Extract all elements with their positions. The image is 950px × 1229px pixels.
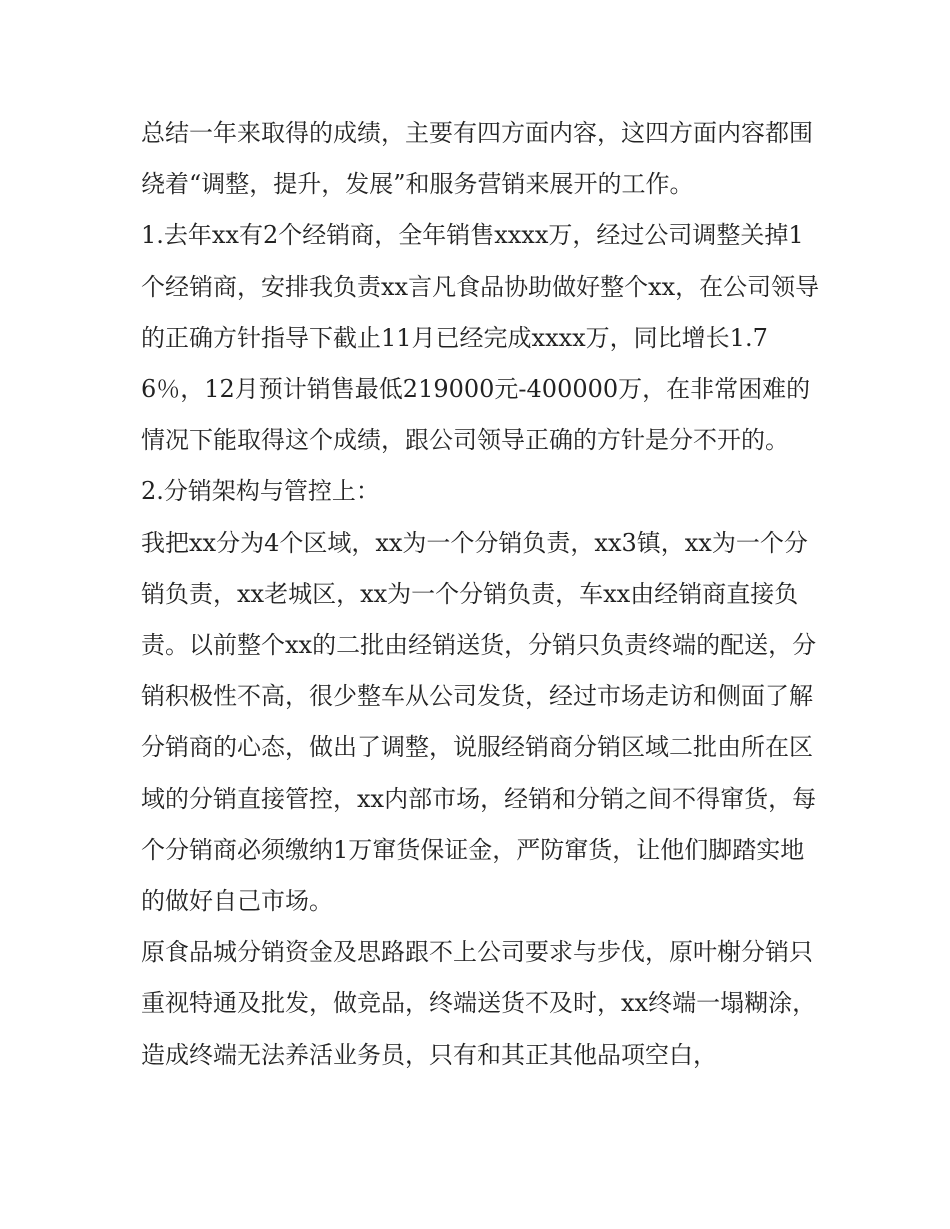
paragraph-section-heading: 2.分销架构与管控上： [141, 477, 380, 506]
paragraph-summary: 总结一年来取得的成绩，主要有四方面内容，这四方面内容都围绕着“调整，提升，发展”和服务营销来展开的工作。 [141, 119, 813, 199]
paragraph-distributor-issues: 原食品城分销资金及思路跟不上公司要求与步伐，原叶榭分销只重视特通及批发，做竞品，终端送货不及时，xx终端一塌糊涂，造成终端无法养活业务员，只有和其正其他品项空白， [141, 938, 817, 1069]
document-body [141, 108, 821, 1081]
paragraph-distribution-structure: 我把xx分为4个区域，xx为一个分销负责，xx3镇，xx为一个分销负责，xx老城区，xx为一个分销负责，车xx由经销商直接负责。以前整个xx的二批由经销送货，分销只负责终端的配送，分销积极性不高，很少整车从公司发货，经过市场走访和侧面了解分销商的心态，做出了调整，说服经销商分销区域二批由所在区域的分销直接管控，xx内部市场，经销和分销之间不得窜货，每个分销商必须缴纳1万窜货保证金，严防窜货，让他们脚踏实地的做好自己市场。 [141, 528, 817, 916]
paragraph-sales-review: 1.去年xx有2个经销商，全年销售xxxx万，经过公司调整关掉1个经销商，安排我负责xx言凡食品协助做好整个xx，在公司领导的正确方针指导下截止11月已经完成xxxx万，同比增长1.76％，12月预计销售最低219000元-400000万，在非常困难的情况下能取得这个成绩，跟公司领导正确的方针是分不开的。 [141, 221, 820, 455]
